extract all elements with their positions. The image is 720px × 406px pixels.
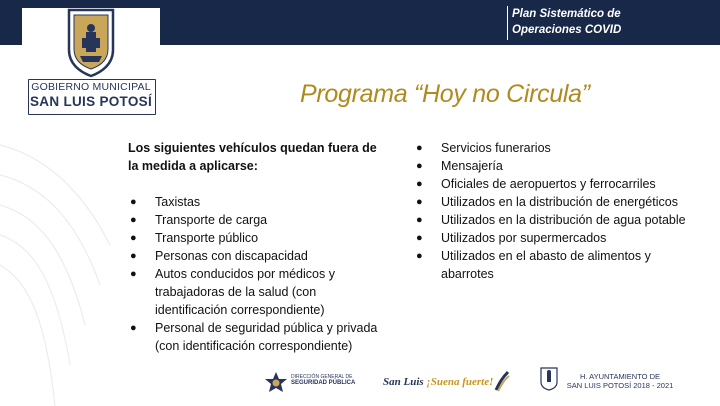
bullet-icon: ● (130, 214, 137, 226)
seguridad-badge-icon (264, 371, 288, 395)
list-item-text: Personal de seguridad pública y privada (con identificación correspondiente) (155, 321, 378, 353)
list-item (414, 157, 694, 175)
bullet-icon: ● (416, 232, 423, 244)
slide-title: Programa “Hoy no Circula” (300, 80, 590, 108)
bullet-icon: ● (416, 250, 423, 262)
list-item-text: Utilizados en la distribución de energéticos (441, 195, 678, 209)
ayuntamiento-line1: H. AYUNTAMIENTO DE (579, 372, 660, 381)
list-item (414, 211, 694, 229)
bullet-icon: ● (130, 322, 137, 334)
list-item-text: Transporte público (155, 231, 259, 245)
bullet-icon: ● (130, 268, 137, 280)
list-item (128, 265, 390, 319)
left-column (128, 139, 390, 355)
list-item (414, 175, 694, 193)
right-list (414, 139, 694, 283)
header-title-line2: Operaciones COVID (512, 24, 622, 36)
ayuntamiento-text (560, 372, 680, 390)
header-divider (507, 6, 508, 40)
list-item (414, 229, 694, 247)
list-item-text: Transporte de carga (155, 213, 268, 227)
bullet-icon: ● (130, 250, 137, 262)
list-item (414, 193, 694, 211)
ayuntamiento-line2: SAN LUIS POTOSÍ 2018 - 2021 (566, 381, 674, 390)
list-item-text: Autos conducidos por médicos y trabajadoras de la salud (con identificación correspondiente) (155, 267, 335, 317)
list-item-text: Utilizados en el abasto de alimentos y abarrotes (441, 249, 651, 281)
slp-slogan-part1: San Luis (383, 376, 424, 388)
municipal-logo (22, 8, 160, 120)
list-item (128, 229, 390, 247)
bullet-icon: ● (416, 214, 423, 226)
seguridad-line1: DIRECCIÓN GENERAL DE (291, 374, 353, 380)
list-item (414, 139, 694, 157)
list-item-text: Utilizados en la distribución de agua potable (441, 213, 686, 227)
list-item (128, 211, 390, 229)
ayuntamiento-crest-icon (540, 367, 558, 391)
list-item-text: Servicios funerarios (441, 141, 551, 155)
bullet-icon: ● (416, 178, 423, 190)
list-item (128, 247, 390, 265)
list-item-text: Personas con discapacidad (155, 249, 308, 263)
seguridad-line2: SEGURIDAD PÚBLICA (291, 380, 356, 386)
intro-text: Los siguientes vehículos quedan fuera de la medida a aplicarse: (128, 141, 377, 173)
bullet-icon: ● (130, 196, 137, 208)
list-item-text: Taxistas (155, 195, 201, 209)
header-title (512, 6, 712, 38)
list-item (414, 247, 694, 283)
bullet-icon: ● (416, 196, 423, 208)
bullet-icon: ● (416, 160, 423, 172)
list-item-text: Oficiales de aeropuertos y ferrocarriles (441, 177, 656, 191)
seguridad-logo-text (291, 374, 355, 386)
logo-line1: GOBIERNO MUNICIPAL (31, 81, 151, 93)
slp-slogan-part2: ¡Suena fuerte! (426, 376, 494, 388)
list-item-text: Mensajería (441, 159, 503, 173)
slp-slogan-logo (383, 376, 493, 388)
bullet-icon: ● (416, 142, 423, 154)
slp-stripes-icon (494, 370, 510, 392)
logo-line2: SAN LUIS POTOSÍ (29, 94, 153, 109)
bullet-icon: ● (130, 232, 137, 244)
coat-of-arms-icon (66, 8, 116, 78)
list-item (128, 193, 390, 211)
list-item (128, 319, 390, 355)
right-column (414, 139, 694, 283)
header-title-line1: Plan Sistemático de (512, 8, 621, 20)
list-item-text: Utilizados por supermercados (441, 231, 607, 245)
left-list (128, 193, 390, 355)
